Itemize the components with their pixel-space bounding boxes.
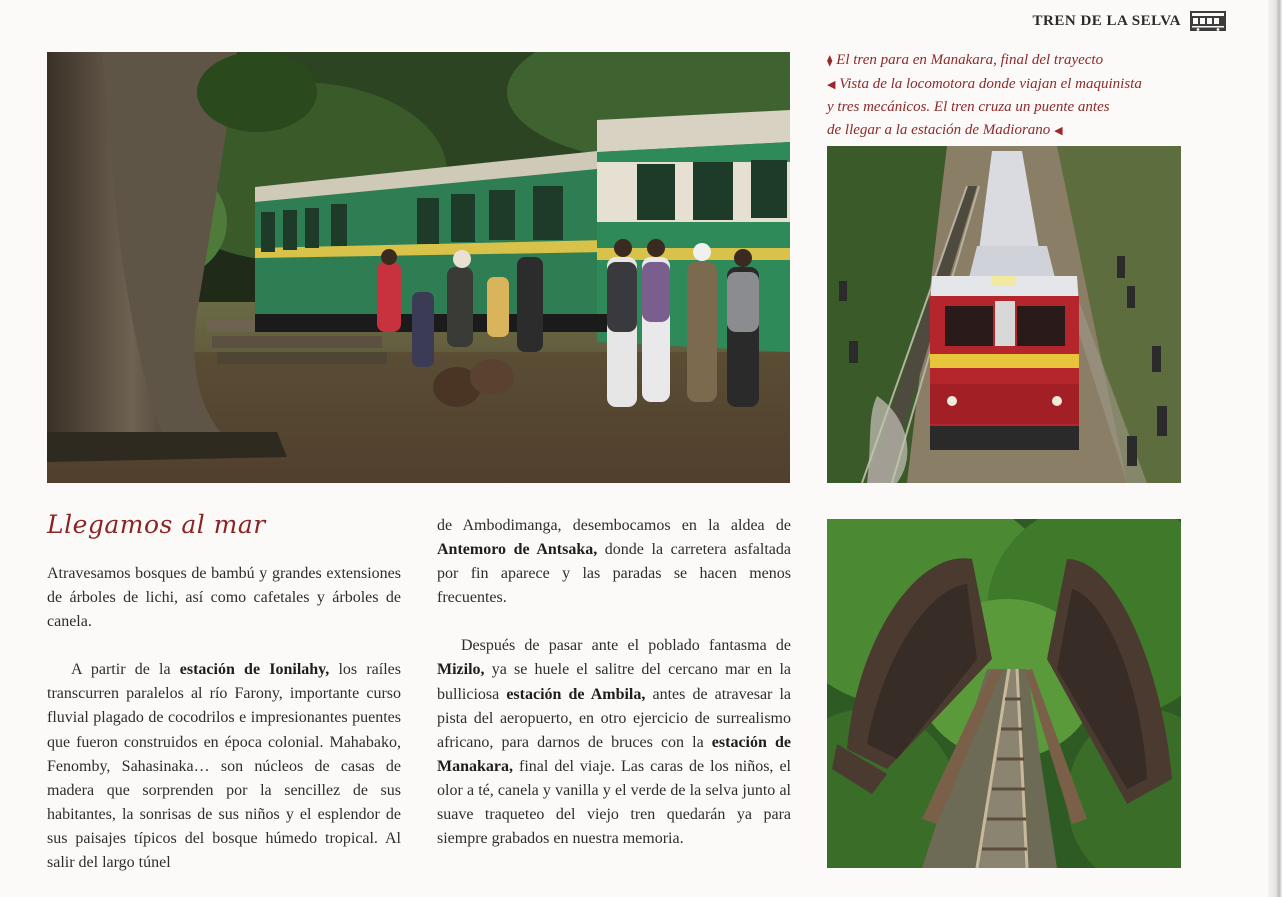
page-edge (1268, 0, 1282, 897)
caption-line-2: ◀ Vista de la locomotora donde viajan el maquinista (827, 75, 1142, 92)
train-car-icon (1189, 10, 1227, 32)
photo-red-locomotive-aerial-view (827, 146, 1181, 483)
section-title: TREN DE LA SELVA (1032, 12, 1181, 29)
running-header (1033, 9, 1227, 33)
arrow-down-icon: ◀ (827, 78, 836, 91)
paragraph: A partir de la estación de Ionilahy, los raíles transcurren paralelos al río Farony, importante curso fluvial plagado de cocodrilos e impresionantes puentes que fueron construidos en época colonial. Mahabako, Fenomby, Sahasinaka… son núcleos de casas de madera que sorprenden por la sencillez de sus habitantes, la sonrisas de sus niños y el esplendor de sus paisajes típicos del bosque húmedo tropical. Al salir del largo túnel (47, 661, 401, 872)
photo-railway-bridge-in-jungle (827, 519, 1181, 868)
caption-line-3: y tres mecánicos. El tren cruza un puente antes (827, 99, 1110, 115)
arrow-up-icon: ⧫ (827, 55, 833, 67)
paragraph: de Ambodimanga, desembocamos en la aldea de Antemoro de Antsaka, donde la carretera asfaltada por fin aparece y las paradas se hacen menos frecuentes. (437, 517, 791, 607)
photo-locomotive (827, 146, 1181, 483)
paragraph: Después de pasar ante el poblado fantasma de Mizilo, ya se huele el salitre del cercano mar en la bulliciosa estación de Ambila, antes de atravesar la pista del aeropuerto, en otro ejercicio de surrealismo africano, para darnos de bruces con la estación de Manakara, final del viaje. Las caras de los niños, el olor a té, canela y vanilla y el verde de la selva junto al suave traqueteo del viejo tren quedarán ya para siempre grabados en nuestra memoria. (437, 637, 792, 848)
photo-caption (827, 49, 1207, 142)
article-heading: Llegamos al mar (47, 510, 266, 539)
caption-line-4: de llegar a la estación de Madiorano ◀ (827, 121, 1063, 138)
arrow-down-icon: ◀ (1054, 124, 1063, 137)
article-column-right (437, 514, 791, 851)
photo-train-station (47, 52, 790, 483)
article-column-left (47, 562, 401, 875)
photo-passengers-beside-green-train (47, 52, 790, 483)
photo-bridge (827, 519, 1181, 868)
paragraph: Atravesamos bosques de bambú y grandes extensiones de árboles de lichi, así como cafetales y árboles de canela. (47, 565, 401, 631)
caption-line-1: ⧫ El tren para en Manakara, final del trayecto (827, 52, 1104, 68)
